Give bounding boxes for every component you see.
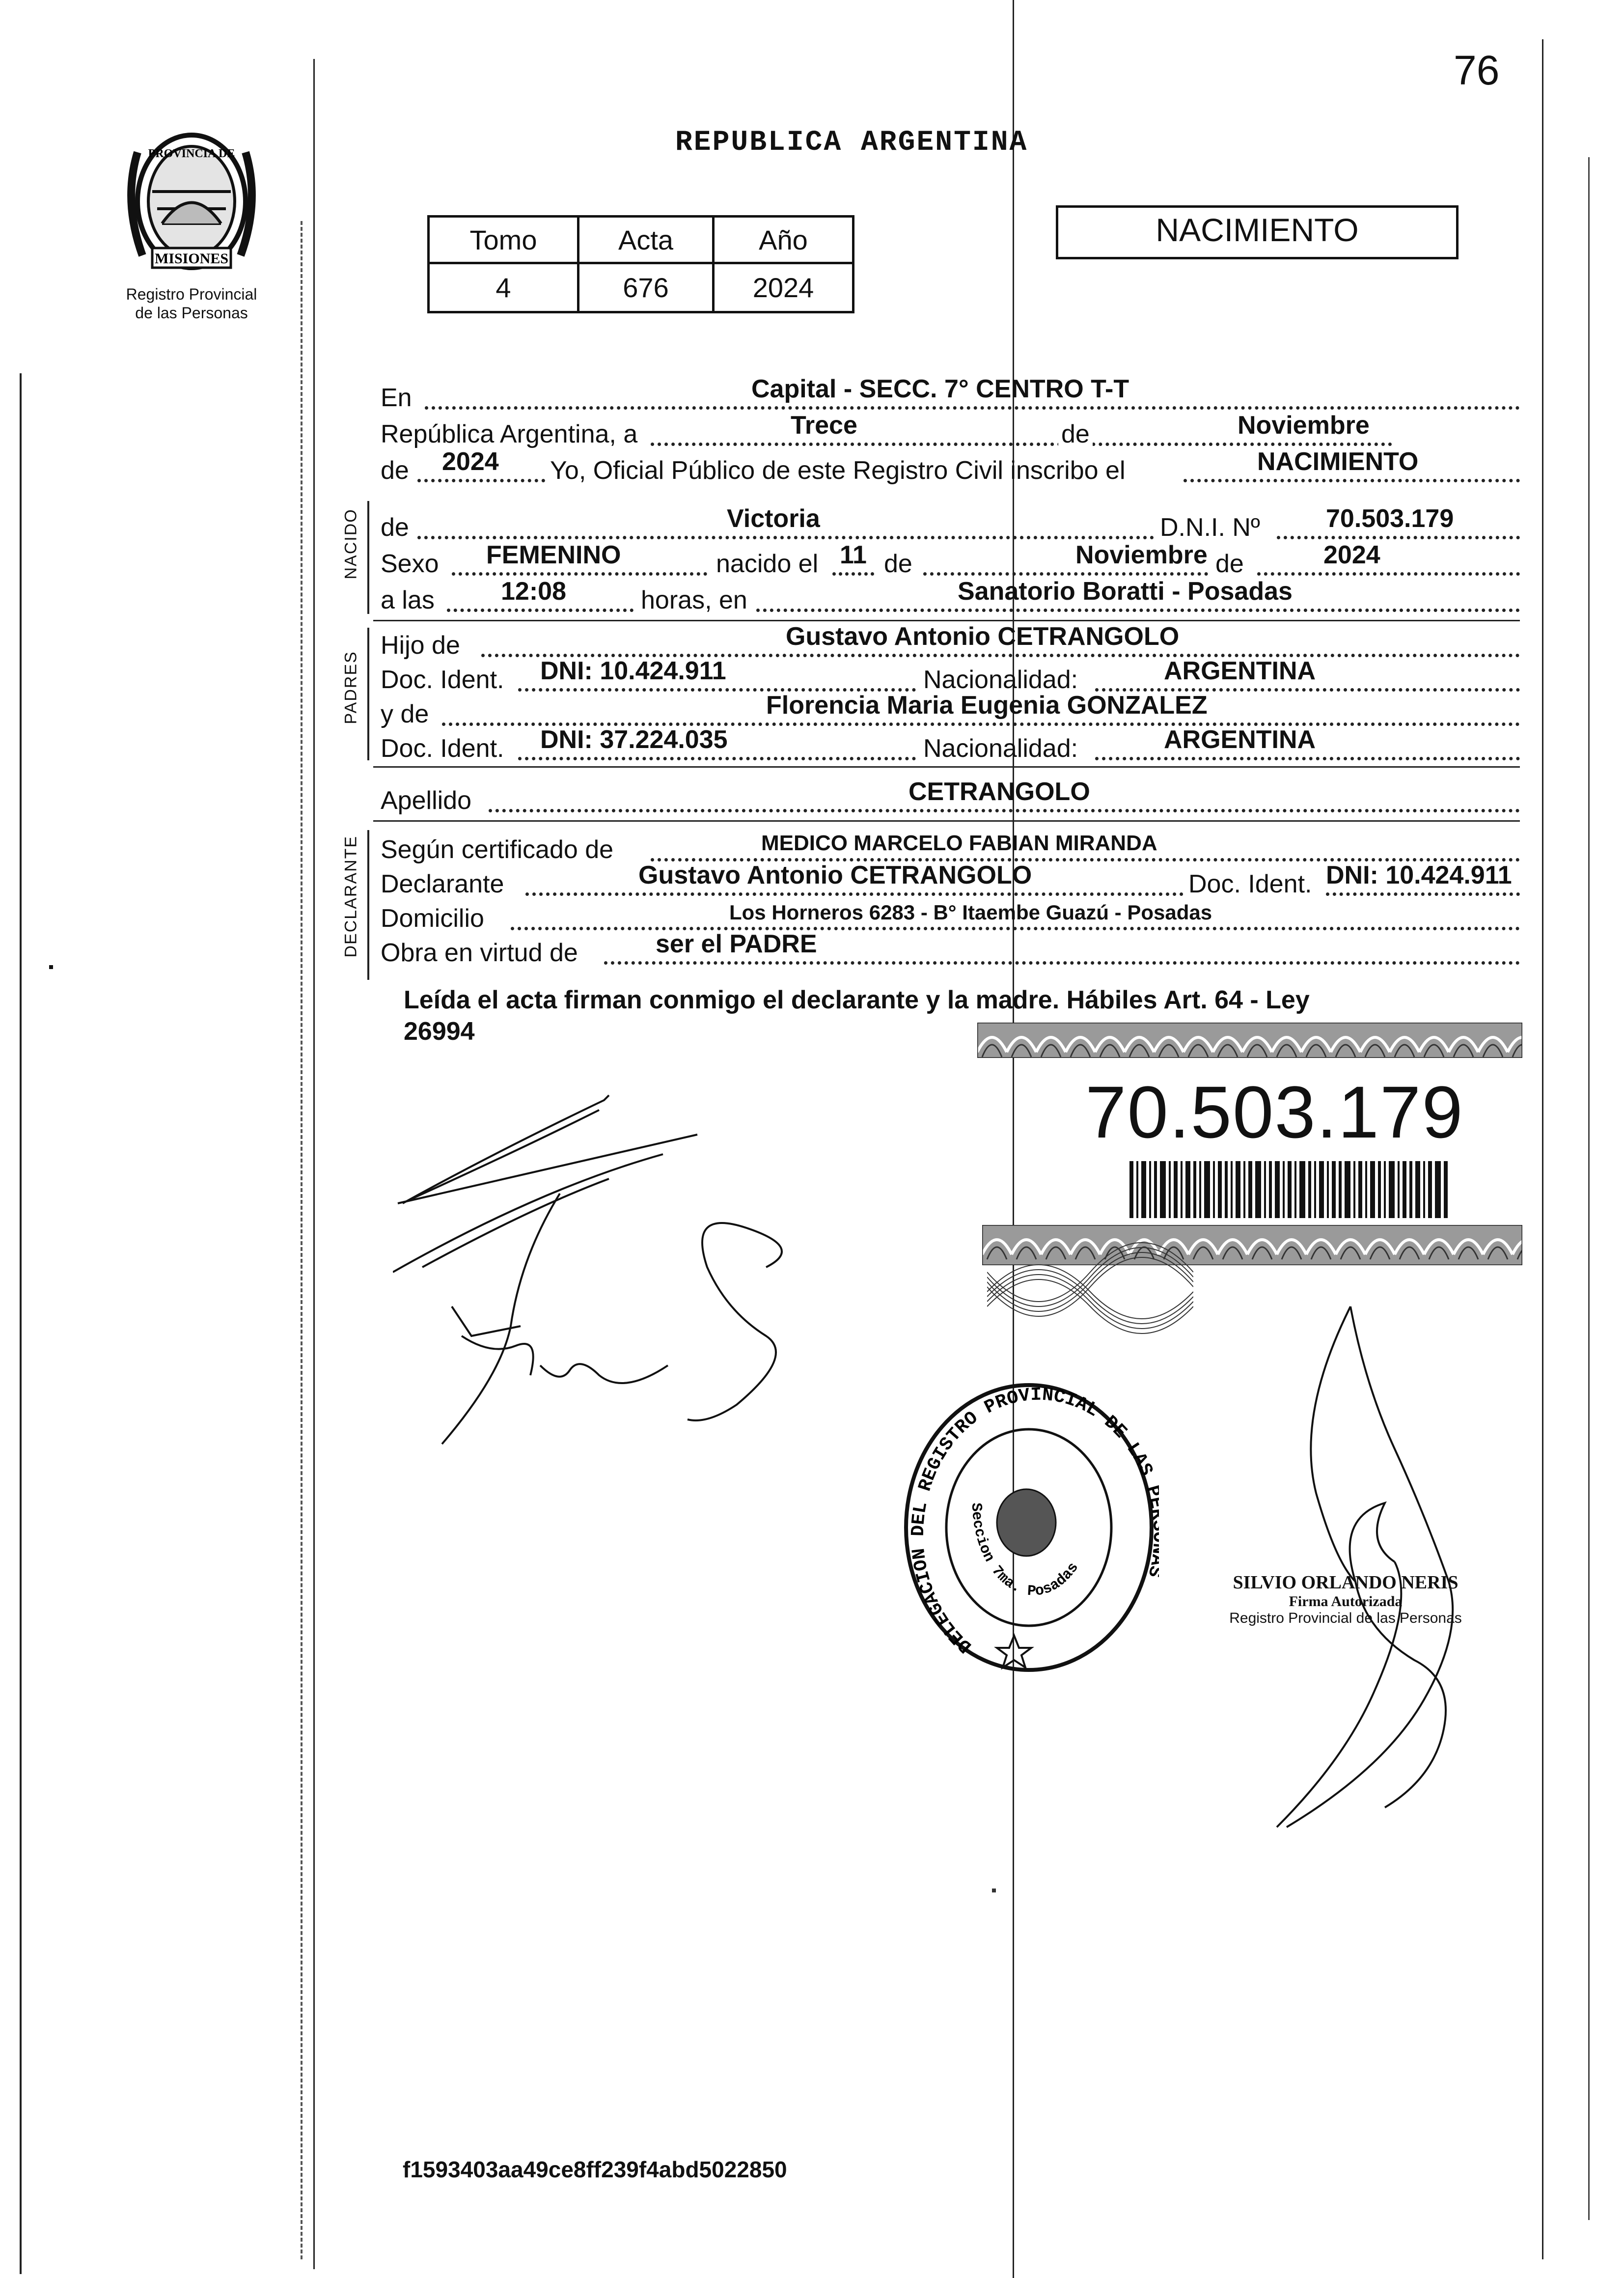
birth-year-value: 2024 bbox=[1323, 541, 1380, 569]
en-label: En bbox=[381, 384, 412, 412]
certificado-value: MEDICO MARCELO FABIAN MIRANDA bbox=[761, 831, 1157, 855]
closing-note-line1: Leída el acta firman conmigo el declarante y la madre. Hábiles Art. 64 - Ley bbox=[404, 986, 1310, 1014]
decl-doc-value: DNI: 10.424.911 bbox=[1326, 861, 1512, 889]
madre-value: Florencia Maria Eugenia GONZALEZ bbox=[766, 691, 1208, 720]
table-value-acta: 676 bbox=[578, 263, 714, 312]
officer-signature bbox=[1238, 1287, 1513, 1847]
dni-value: 70.503.179 bbox=[1326, 504, 1454, 533]
dotted-line bbox=[417, 536, 1154, 539]
dotted-line bbox=[923, 572, 1208, 576]
padre-doc-value: DNI: 10.424.911 bbox=[540, 657, 726, 685]
left-border-line bbox=[313, 59, 315, 2269]
dotted-line bbox=[425, 406, 1520, 410]
birth-month-value: Noviembre bbox=[1075, 541, 1208, 569]
decl-doc-label: Doc. Ident. bbox=[1188, 870, 1312, 898]
nacido-bracket bbox=[367, 501, 369, 614]
line-sexo bbox=[378, 542, 1520, 579]
line-domicilio bbox=[378, 897, 1520, 933]
table-header-tomo: Tomo bbox=[429, 217, 578, 263]
logo-caption bbox=[98, 285, 285, 322]
alas-label: a las bbox=[381, 586, 435, 614]
line-madre-doc bbox=[378, 727, 1520, 763]
de2-label: de bbox=[381, 456, 409, 485]
birth-day-value: 11 bbox=[840, 541, 867, 569]
apellido-value: CETRANGOLO bbox=[908, 778, 1090, 806]
dotted-line bbox=[447, 609, 633, 612]
line-republica bbox=[378, 413, 1520, 449]
id-number-large: 70.503.179 bbox=[1085, 1071, 1464, 1153]
padres-bracket bbox=[367, 628, 369, 760]
dotted-line bbox=[1257, 572, 1520, 576]
section-divider bbox=[373, 820, 1520, 822]
page-number: 76 bbox=[1454, 47, 1500, 93]
domicilio-label: Domicilio bbox=[381, 904, 484, 933]
line-inscribo bbox=[378, 449, 1520, 485]
registry-table-header-row bbox=[429, 217, 853, 263]
security-guilloche-pattern bbox=[987, 1238, 1193, 1346]
dni-label: D.N.I. Nº bbox=[1160, 513, 1260, 542]
dotted-line bbox=[1326, 892, 1520, 896]
section-divider bbox=[373, 766, 1520, 768]
document-hash: f1593403aa49ce8ff239f4abd5022850 bbox=[403, 2157, 787, 2182]
day-word: Trece bbox=[791, 411, 857, 440]
lugar-value: Sanatorio Boratti - Posadas bbox=[958, 577, 1293, 606]
seal-outer-text: DELEGACION DEL REGISTRO PROVINCIAL DE LAS bbox=[908, 1384, 1157, 1657]
hora-value: 12:08 bbox=[501, 577, 566, 606]
apellido-label: Apellido bbox=[381, 786, 472, 815]
month-value: Noviembre bbox=[1238, 411, 1370, 440]
svg-text:MISIONES: MISIONES bbox=[154, 250, 229, 267]
province-seal-logo bbox=[118, 123, 265, 280]
left-dashed-line bbox=[301, 221, 303, 2259]
side-label-declarante: DECLARANTE bbox=[341, 835, 360, 958]
svg-text:PROVINCIA DE: PROVINCIA DE bbox=[148, 147, 235, 160]
declarante-bracket bbox=[367, 830, 369, 980]
padre-nac-label: Nacionalidad: bbox=[923, 666, 1078, 694]
closing-note-line2: 26994 bbox=[404, 1017, 475, 1046]
side-label-padres: PADRES bbox=[341, 651, 360, 724]
logo-caption-line2: de las Personas bbox=[135, 304, 248, 322]
logo-caption-line1: Registro Provincial bbox=[126, 285, 257, 303]
domicilio-value: Los Horneros 6283 - B° Itaembe Guazú - Posadas bbox=[729, 901, 1212, 924]
table-header-acta: Acta bbox=[578, 217, 714, 263]
hijo-label: Hijo de bbox=[381, 631, 460, 660]
declarante-label: Declarante bbox=[381, 870, 504, 898]
madre-nac-value: ARGENTINA bbox=[1164, 725, 1316, 754]
officer-role: Firma Autorizada bbox=[1289, 1593, 1403, 1610]
obra-label: Obra en virtud de bbox=[381, 939, 578, 967]
line-certificado bbox=[378, 828, 1520, 864]
table-value-anio: 2024 bbox=[714, 263, 853, 312]
dotted-line bbox=[518, 757, 916, 760]
line-nombre bbox=[378, 506, 1520, 542]
line-lugar bbox=[378, 579, 1520, 615]
nacido-label: nacido el bbox=[716, 550, 819, 578]
sexo-label: Sexo bbox=[381, 550, 439, 578]
right-dashed-line bbox=[1588, 157, 1590, 2220]
left-margin-line bbox=[20, 373, 22, 2274]
obra-value: ser el PADRE bbox=[656, 930, 817, 958]
sexo-value: FEMENINO bbox=[486, 541, 621, 569]
section-divider bbox=[373, 620, 1520, 621]
republica-label: República Argentina, a bbox=[381, 420, 638, 448]
table-header-anio: Año bbox=[714, 217, 853, 263]
table-value-tomo: 4 bbox=[429, 263, 578, 312]
horas-label: horas, en bbox=[641, 586, 747, 614]
line-en bbox=[378, 376, 1520, 413]
stray-mark bbox=[992, 1889, 996, 1892]
dotted-line bbox=[417, 479, 545, 482]
madre-doc-value: DNI: 37.224.035 bbox=[540, 725, 728, 754]
oficial-text: Yo, Oficial Público de este Registro Civil inscribo el bbox=[550, 456, 1126, 485]
registry-table bbox=[427, 215, 854, 313]
scan-artifact-mark bbox=[49, 965, 53, 969]
dotted-line bbox=[1277, 536, 1520, 539]
dotted-line bbox=[651, 443, 1392, 446]
barcode bbox=[1129, 1161, 1449, 1218]
declarante-value: Gustavo Antonio CETRANGOLO bbox=[638, 861, 1032, 889]
nombre-value: Victoria bbox=[727, 504, 820, 533]
seal-inner-text: Seccion 7ma. Posadas bbox=[967, 1502, 1082, 1600]
dotted-line bbox=[452, 572, 707, 576]
line-madre bbox=[378, 693, 1520, 729]
officer-office: Registro Provincial de las Personas bbox=[1229, 1610, 1462, 1626]
officer-name: SILVIO ORLANDO NERIS bbox=[1233, 1572, 1459, 1593]
line-padre-doc bbox=[378, 658, 1520, 695]
de4-label: de bbox=[1215, 550, 1244, 578]
madre-nac-label: Nacionalidad: bbox=[923, 734, 1078, 763]
registry-seal-stamp bbox=[899, 1380, 1159, 1675]
madre-doc-label: Doc. Ident. bbox=[381, 734, 504, 763]
right-border-line bbox=[1542, 39, 1543, 2259]
registry-table-value-row bbox=[429, 263, 853, 312]
line-hijo bbox=[378, 624, 1520, 660]
dotted-line bbox=[1184, 479, 1520, 482]
security-band-top bbox=[977, 1023, 1522, 1058]
dotted-line bbox=[756, 609, 1520, 612]
de3-label: de bbox=[884, 550, 912, 578]
padre-value: Gustavo Antonio CETRANGOLO bbox=[786, 622, 1180, 651]
en-value: Capital - SECC. 7° CENTRO T-T bbox=[751, 375, 1129, 403]
segun-label: Según certificado de bbox=[381, 835, 614, 864]
inscribo-value: NACIMIENTO bbox=[1257, 447, 1419, 476]
fold-line bbox=[1013, 0, 1014, 2278]
dotted-line bbox=[832, 572, 874, 576]
nombre-de-label: de bbox=[381, 513, 409, 542]
dotted-line bbox=[525, 892, 1184, 896]
line-apellido bbox=[378, 779, 1520, 815]
act-type-box: NACIMIENTO bbox=[1056, 205, 1459, 259]
dotted-line bbox=[1095, 757, 1520, 760]
dotted-line bbox=[489, 809, 1520, 812]
dotted-line bbox=[604, 961, 1520, 965]
line-declarante bbox=[378, 862, 1520, 899]
yde-label: y de bbox=[381, 700, 429, 728]
side-label-nacido: NACIDO bbox=[341, 508, 360, 580]
line-obra bbox=[378, 931, 1520, 968]
year-value: 2024 bbox=[442, 447, 499, 476]
de-label: de bbox=[1058, 419, 1093, 449]
declarant-signature bbox=[393, 1081, 913, 1464]
padre-doc-label: Doc. Ident. bbox=[381, 666, 504, 694]
page-title: REPUBLICA ARGENTINA bbox=[675, 127, 1028, 159]
padre-nac-value: ARGENTINA bbox=[1164, 657, 1316, 685]
